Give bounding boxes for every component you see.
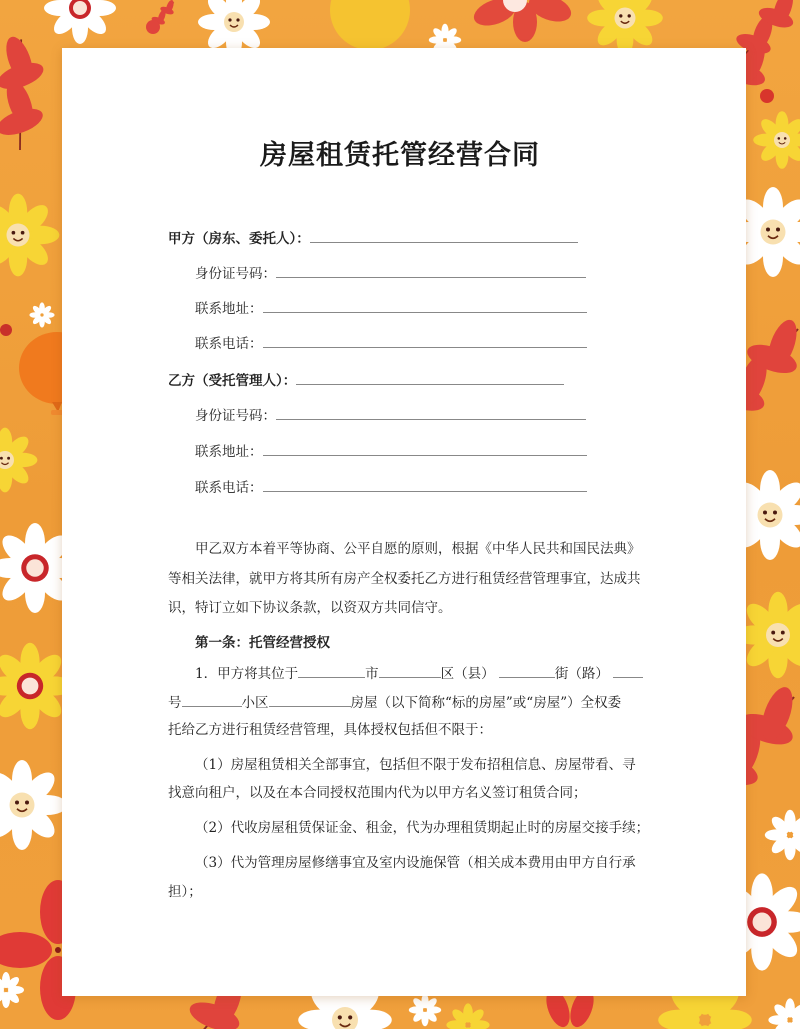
number-label: 号 [168, 695, 182, 711]
party-a-phone-blank[interactable] [263, 333, 587, 348]
clause-1-line-2-text: 房屋（以下简称“标的房屋”或“房屋”）全权委 [350, 695, 622, 711]
party-a-name-blank[interactable] [310, 228, 578, 243]
item-2-line-1: （2）代收房屋租赁保证金、租金，代为办理租赁期起止时的房屋交接手续； [195, 820, 650, 836]
party-a-row [168, 228, 578, 248]
party-a-phone-row [195, 333, 587, 353]
party-b-phone-row [195, 477, 587, 497]
building-blank[interactable] [269, 692, 351, 707]
party-a-label: 甲方（房东、委托人）： [168, 231, 310, 247]
district-blank[interactable] [379, 663, 441, 678]
district-label: 区（县） [440, 666, 495, 682]
number-blank[interactable] [613, 663, 643, 678]
preamble-line-1: 甲乙双方本着平等协商、公平自愿的原则，根据《中华人民共和国民法典》 [195, 541, 641, 557]
clause-1-line-3: 托给乙方进行租赁经营管理，具体授权包括但不限于： [168, 722, 492, 738]
party-b-address-label: 联系地址： [195, 444, 263, 460]
party-a-phone-label: 联系电话： [195, 336, 263, 352]
party-b-row [168, 370, 564, 390]
article-1-heading: 第一条：托管经营授权 [195, 635, 330, 651]
clause-1-prefix: 1．甲方将其位于 [195, 666, 299, 682]
item-3-line-2: 担）； [168, 884, 202, 900]
party-b-id-row [195, 405, 586, 425]
item-1-line-1: （1）房屋租赁相关全部事宜，包括但不限于发布招租信息、房屋带看、寻 [195, 757, 636, 773]
community-label: 小区 [241, 695, 269, 711]
party-a-address-blank[interactable] [263, 298, 587, 313]
street-label: 街（路） [554, 666, 609, 682]
party-b-address-row [195, 441, 587, 461]
preamble-line-3: 识，特订立如下协议条款，以资双方共同信守。 [168, 600, 452, 616]
item-1-line-2: 找意向租户，以及在本合同授权范围内代为以甲方名义签订租赁合同； [168, 785, 587, 801]
party-a-address-label: 联系地址： [195, 301, 263, 317]
party-b-id-blank[interactable] [276, 405, 586, 420]
street-blank[interactable] [499, 663, 555, 678]
party-b-phone-blank[interactable] [263, 477, 587, 492]
party-b-label: 乙方（受托管理人）： [168, 373, 297, 389]
item-3-line-1: （3）代为管理房屋修缮事宜及室内设施保管（相关成本费用由甲方自行承 [195, 855, 636, 871]
party-b-address-blank[interactable] [263, 441, 587, 456]
party-b-phone-label: 联系电话： [195, 480, 263, 496]
party-b-name-blank[interactable] [296, 370, 564, 385]
party-b-id-label: 身份证号码： [195, 408, 276, 424]
party-a-id-row [195, 263, 586, 283]
community-name-blank[interactable] [182, 692, 242, 707]
clause-1-line-1 [195, 663, 643, 683]
party-a-id-label: 身份证号码： [195, 266, 276, 282]
city-label: 市 [365, 666, 379, 682]
preamble-line-2: 等相关法律，就甲方将其所有房产全权委托乙方进行租赁经营管理事宜，达成共 [168, 571, 641, 587]
document-title: 房屋租赁托管经营合同 [260, 140, 540, 171]
city-blank[interactable] [298, 663, 365, 678]
clause-1-line-2 [168, 692, 621, 712]
party-a-address-row [195, 298, 587, 318]
party-a-id-blank[interactable] [276, 263, 586, 278]
